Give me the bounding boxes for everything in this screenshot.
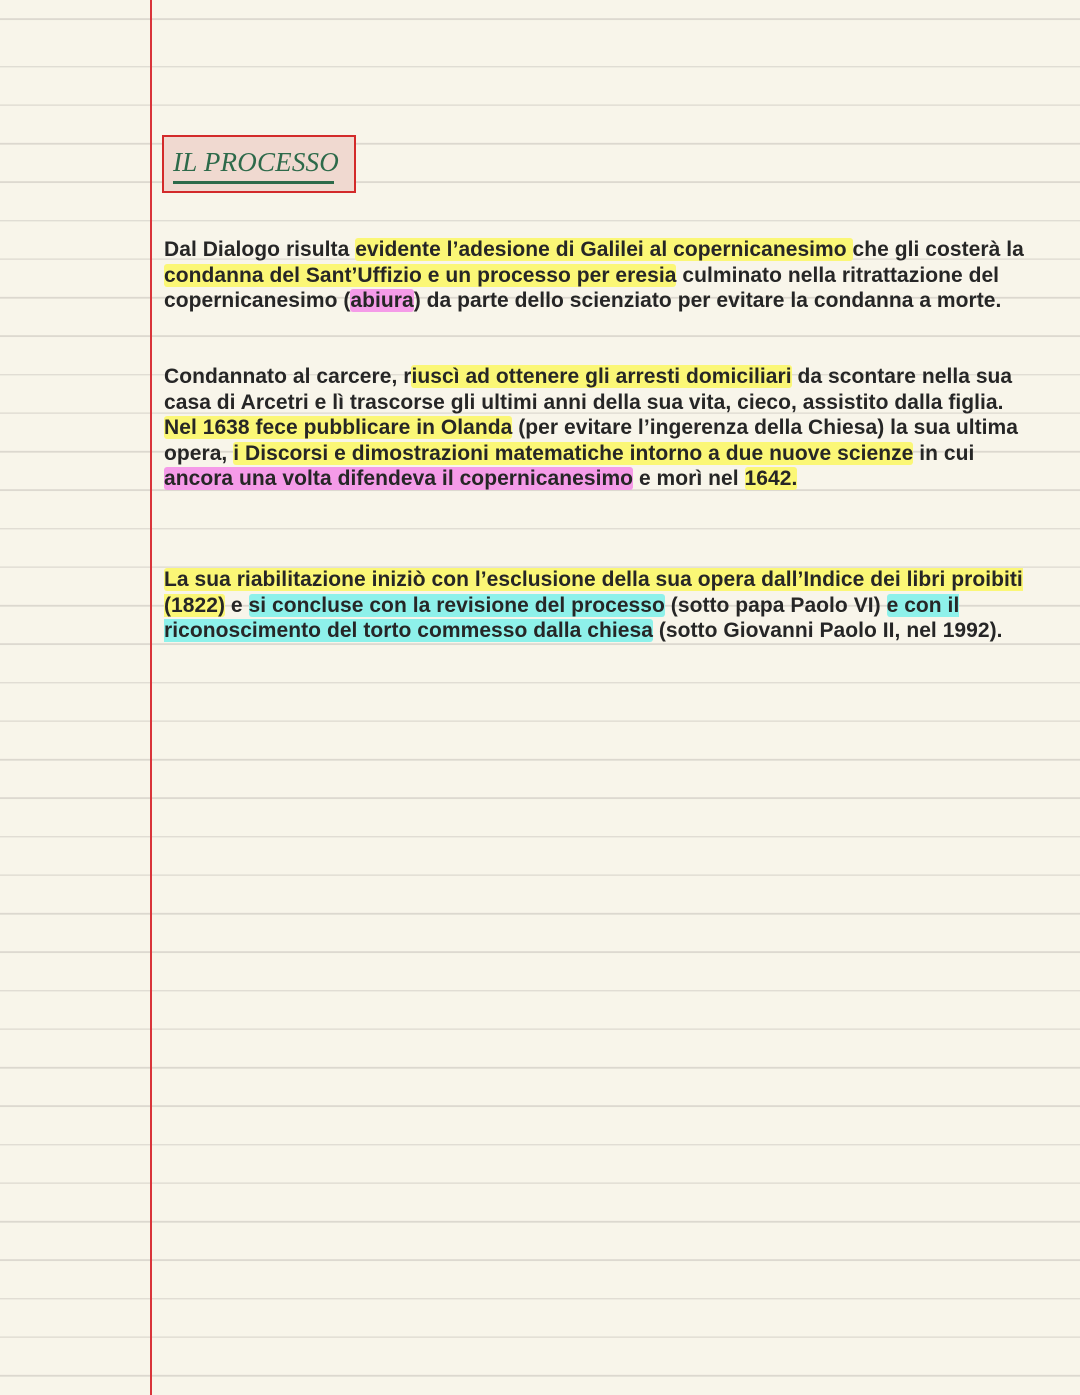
highlight-yellow: iuscì ad ottenere gli arresti domiciliari — [411, 365, 792, 388]
highlight-yellow: condanna del Sant’Uffizio e un processo per eresia — [164, 263, 677, 287]
highlight-yellow: Nel 1638 fece pubblicare in Olanda — [164, 416, 513, 439]
highlight-yellow: evidente l’adesione di Galilei al copernicanesimo — [355, 238, 853, 261]
highlight-pink: ancora una volta difendeva il copernicanesimo — [164, 467, 634, 490]
text-segment: e — [225, 593, 249, 617]
text-segment: (per evitare l’ingerenza della Chiesa) la sua ultima opera, — [164, 416, 1019, 465]
text-segment: culminato nella ritrattazione del copernicanesimo ( — [164, 263, 1000, 312]
text-segment: Dal Dialogo risulta — [164, 238, 356, 261]
text-segment: Condannato al carcere, r — [164, 365, 412, 388]
highlight-yellow: i Discorsi e dimostrazioni matematiche intorno a due nuove scienze — [233, 441, 914, 465]
text-segment: (sotto papa Paolo VI) — [664, 593, 887, 617]
text-segment: (sotto Giovanni Paolo II, nel 1992). — [652, 619, 1003, 642]
highlight-cyan: e con il riconoscimento del torto commesso dalla chiesa — [164, 593, 960, 642]
text-segment: da scontare nella sua casa di Arcetri e lì trascorse gli ultimi anni della sua vita, cieco, assistito dalla figlia. — [164, 365, 1013, 414]
title-box — [162, 135, 356, 193]
title-underline — [173, 181, 334, 184]
text-segment: e morì nel — [633, 467, 745, 490]
highlight-cyan: si concluse con la revisione del processo — [248, 593, 665, 617]
highlight-yellow: La sua riabilitazione iniziò con l’esclusione della sua opera dall’Indice dei libri proibiti (1822) — [164, 568, 1023, 617]
paragraph-1 — [164, 237, 1044, 314]
text-segment: in cui — [913, 441, 975, 465]
paragraph-2 — [164, 364, 1044, 492]
highlight-pink: abiura — [350, 289, 414, 312]
text-segment: ) da parte dello scienziato per evitare la condanna a morte. — [413, 289, 1002, 312]
text-segment: che gli costerà la — [852, 238, 1024, 261]
page-title: IL PROCESSO — [173, 147, 339, 177]
paragraph-3 — [164, 567, 1044, 644]
margin-line — [150, 0, 152, 1395]
highlight-yellow: 1642. — [744, 467, 798, 490]
